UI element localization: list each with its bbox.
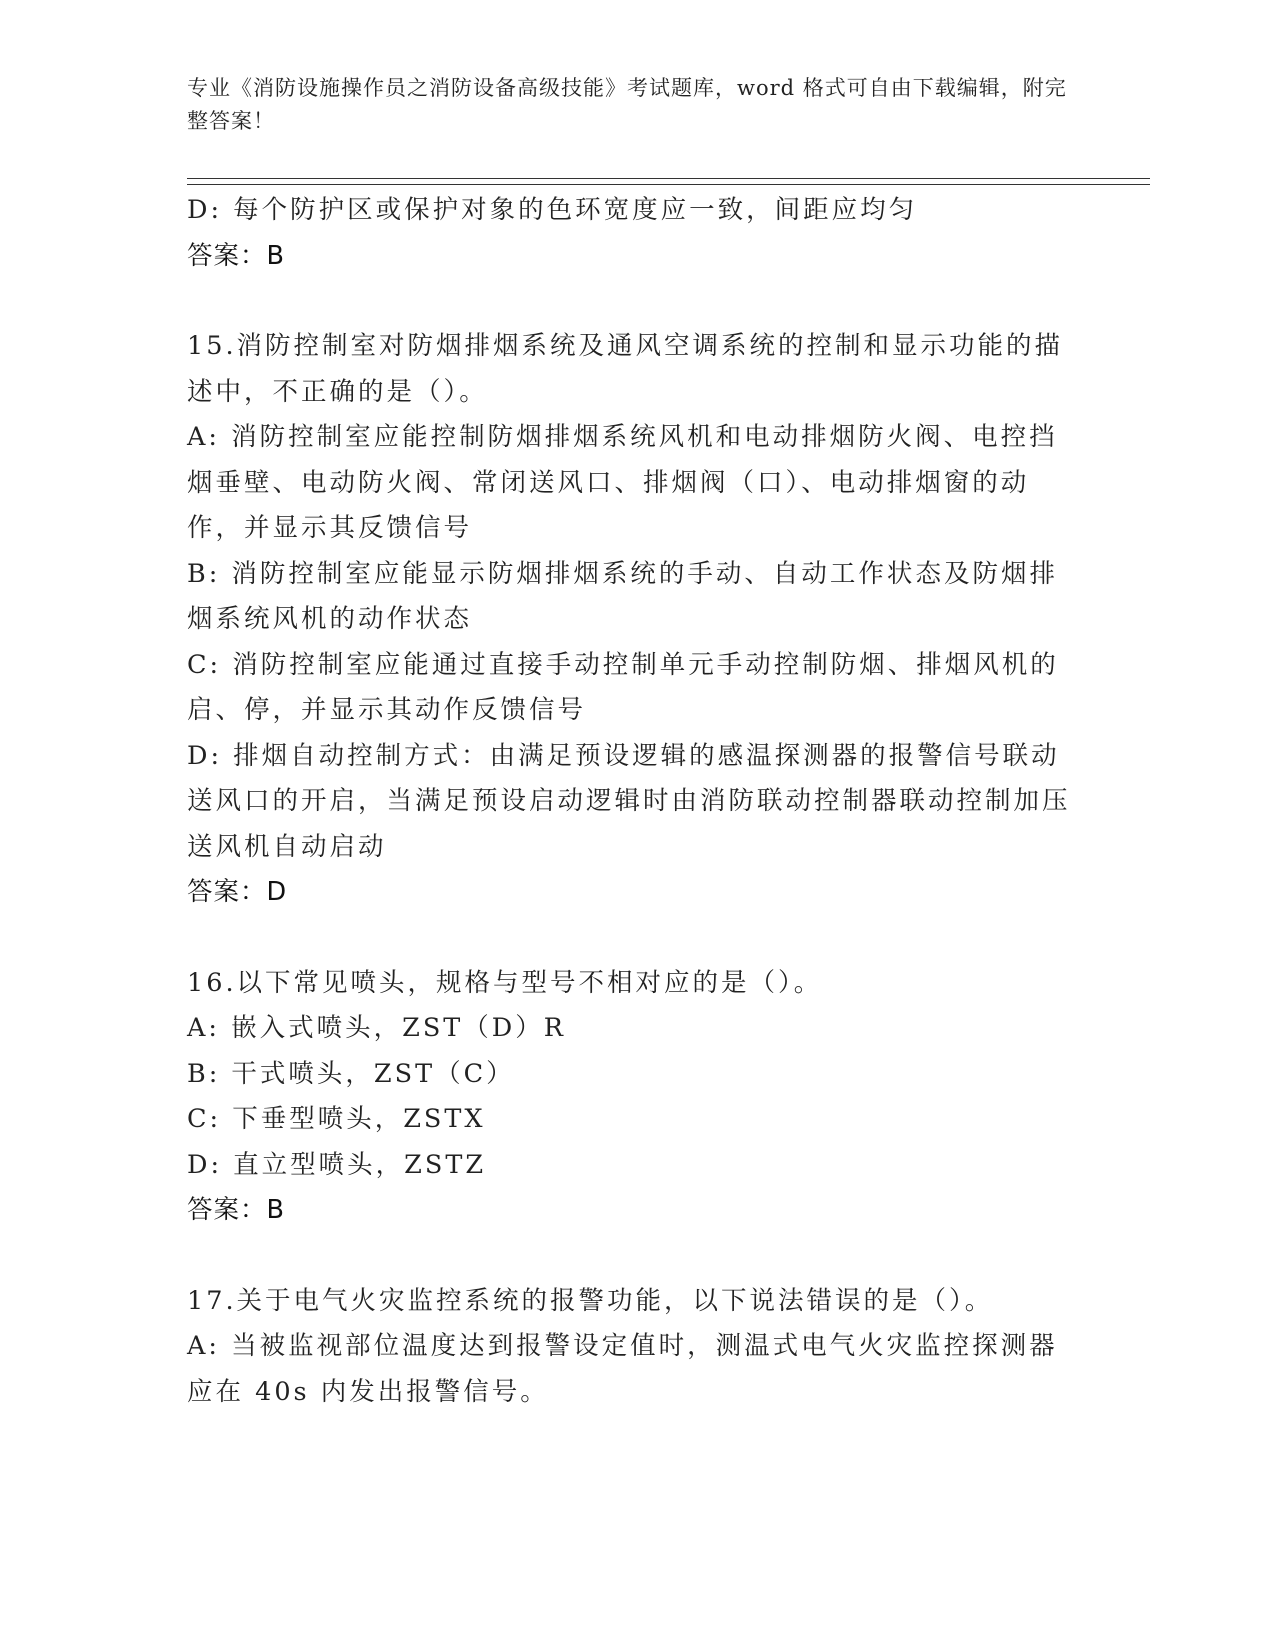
- option-b: B: 干式喷头，ZST（C）: [187, 1058, 515, 1089]
- spacer: [187, 916, 1077, 961]
- header-rule-bottom: [187, 184, 1150, 185]
- page-header: 专业《消防设施操作员之消防设备高级技能》考试题库，word 格式可自由下载编辑，附完整答案！: [187, 76, 1067, 133]
- option-b: B: 消防控制室应能显示防烟排烟系统的手动、自动工作状态及防烟排烟系统风机的动作状态: [187, 558, 1058, 634]
- question-14-tail: [187, 188, 1077, 279]
- option-d: D: 每个防护区或保护对象的色环宽度应一致，间距应均匀: [187, 195, 918, 225]
- header-rule-top: [187, 178, 1150, 179]
- answer-line: 答案：D: [187, 877, 288, 907]
- option-d: D: 直立型喷头，ZSTZ: [187, 1149, 487, 1180]
- spacer: [187, 279, 1077, 324]
- spacer: [187, 1234, 1077, 1279]
- option-a: A: 嵌入式喷头，ZST（D）R: [187, 1013, 566, 1043]
- question-17: [187, 1279, 1077, 1416]
- question-15: [187, 324, 1077, 916]
- question-content: [187, 188, 1077, 1415]
- answer-line: 答案：B: [187, 240, 285, 271]
- option-a: A: 消防控制室应能控制防烟排烟系统风机和电动排烟防火阀、电控挡烟垂壁、电动防火阀、常闭送风口、排烟阀（口）、电动排烟窗的动作，并显示其反馈信号: [187, 422, 1058, 543]
- question-stem: 15.消防控制室对防烟排烟系统及通风空调系统的控制和显示功能的描述中，不正确的是（）。: [187, 331, 1064, 407]
- option-d: D: 排烟自动控制方式：由满足预设逻辑的感温探测器的报警信号联动送风口的开启，当满足预设启动逻辑时由消防联动控制器联动控制加压送风机自动启动: [187, 740, 1071, 862]
- question-stem: 17.关于电气火灾监控系统的报警功能，以下说法错误的是（）。: [187, 1285, 994, 1316]
- option-a: A: 当被监视部位温度达到报警设定值时，测温式电气火灾监控探测器应在 40s 内发出报警信号。: [187, 1331, 1058, 1407]
- question-stem: 16.以下常见喷头，规格与型号不相对应的是（）。: [187, 967, 823, 998]
- option-c: C: 下垂型喷头，ZSTX: [187, 1104, 486, 1134]
- question-16: [187, 961, 1077, 1234]
- option-c: C: 消防控制室应能通过直接手动控制单元手动控制防烟、排烟风机的启、停，并显示其动作反馈信号: [187, 649, 1059, 725]
- answer-line: 答案：B: [187, 1195, 285, 1225]
